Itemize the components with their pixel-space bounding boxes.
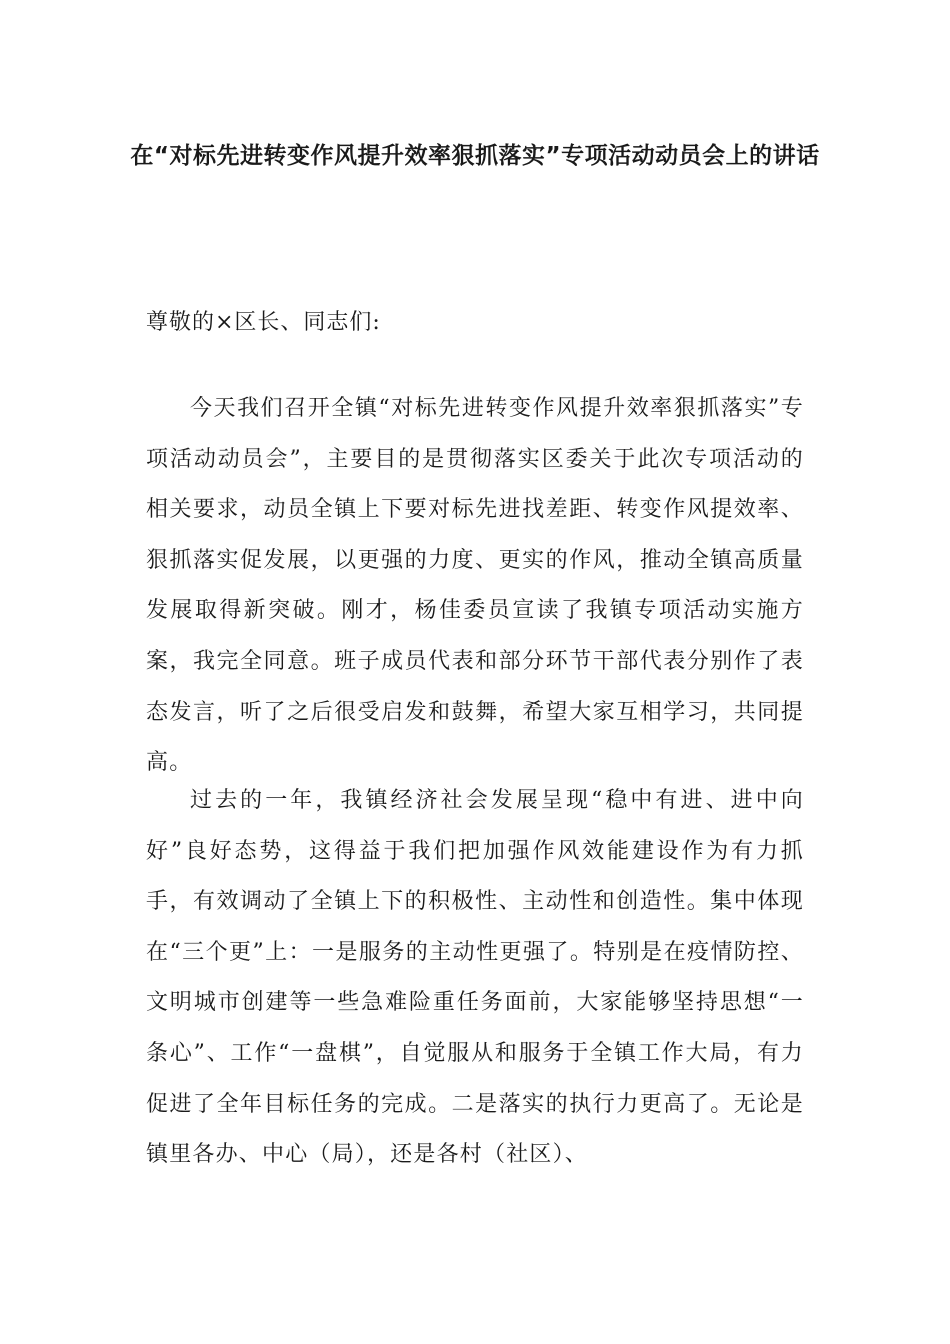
body-paragraph: 过去的一年，我镇经济社会发展呈现“稳中有进、进中向好”良好态势，这得益于我们把加强作风效能建设作为有力抓手，有效调动了全镇上下的积极性、主动性和创造性。集中体现在“三个更”上：一是服务的主动性更强了。特别是在疫情防控、文明城市创建等一些急难险重任务面前，大家能够坚持思想“一条心”、工作“一盘棋”，自觉服从和服务于全镇工作大局，有力促进了全年目标任务的完成。二是落实的执行力更高了。无论是镇里各办、中心（局），还是各村（社区）、 [146,788,804,1168]
document-title: 在“对标先进转变作风提升效率狠抓落实”专项活动动员会上的讲话 [130,143,820,169]
body-paragraph: 今天我们召开全镇“对标先进转变作风提升效率狠抓落实”专项活动动员会”，主要目的是贯彻落实区委关于此次专项活动的相关要求，动员全镇上下要对标先进找差距、转变作风提效率、狠抓落实促发展，以更强的力度、更实的作风，推动全镇高质量发展取得新突破。刚才，杨佳委员宣读了我镇专项活动实施方案，我完全同意。班子成员代表和部分环节干部代表分别作了表态发言，听了之后很受启发和鼓舞，希望大家互相学习，共同提高。 [146,396,804,776]
salutation: 尊敬的×区长、同志们: [146,310,381,335]
